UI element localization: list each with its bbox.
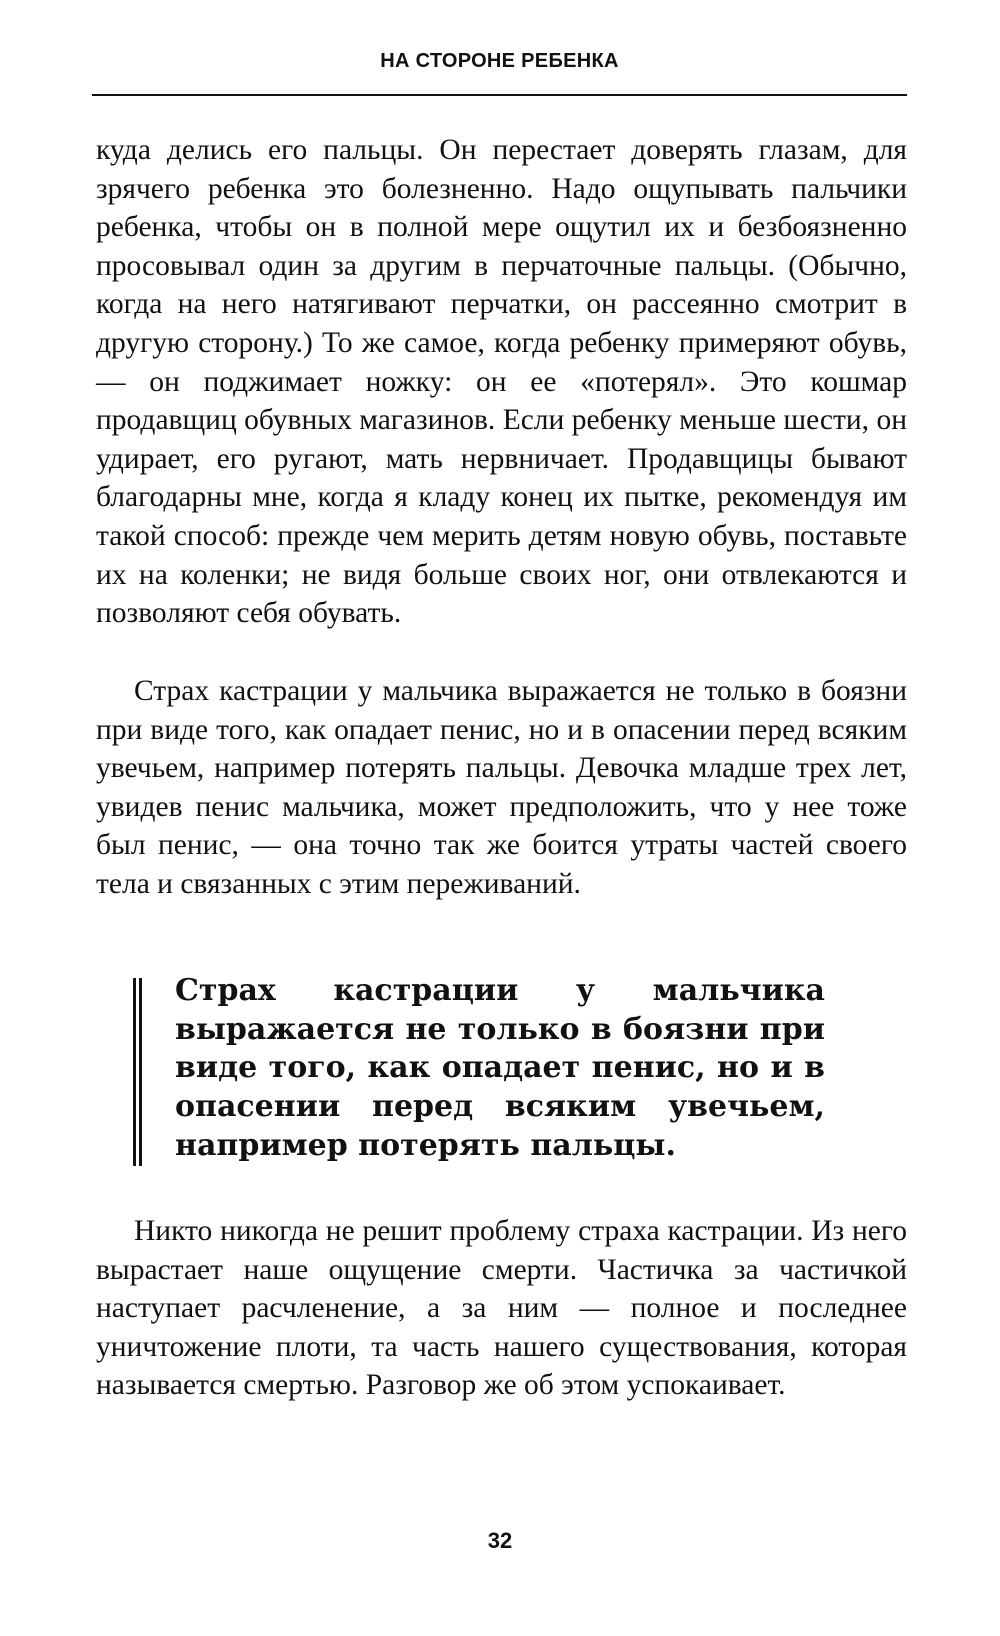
header-rule bbox=[92, 94, 907, 96]
text-block-death bbox=[96, 1212, 907, 1405]
text-block-castration-fear bbox=[96, 672, 907, 904]
paragraph-death: Никто никогда не решит проблему страха кастрации. Из него вырастает наше ощущение смерти. Частичка за частичкой наступает расчленение, а за ним — полное и последнее уничтожение плоти, та часть нашего существования, которая называется смертью. Разговор же об этом успокаивает. bbox=[96, 1215, 907, 1402]
pull-quote-text: Страх кастрации у мальчика выражается не только в боязни при виде того, как опадает пенис, но и в опасении перед всяким увечьем, например потерять пальцы. bbox=[175, 973, 825, 1163]
running-header: НА СТОРОНЕ РЕБЕНКА bbox=[380, 50, 619, 72]
pull-quote-bar bbox=[133, 978, 142, 1166]
paragraph-castration-fear: Страх кастрации у мальчика выражается не только в боязни при виде того, как опадает пенис, но и в опасении перед всяким увечьем, например потерять пальцы. Девочка младше трех лет, увидев пенис мальчика, может предположить, что у нее тоже был пенис, — она точно так же боится утраты частей своего тела и связанных с этим переживаний. bbox=[96, 675, 907, 900]
pull-quote bbox=[133, 973, 853, 1166]
page-number: 32 bbox=[487, 1528, 513, 1553]
text-block-continued bbox=[96, 131, 907, 633]
paragraph-continued: куда делись его пальцы. Он перестает доверять глазам, для зрячего ребенка это болезненно. Надо ощупывать пальчики ребенка, чтобы он в полной мере ощутил их и безбоязненно просовывал один за другим в перчаточные пальцы. (Обычно, когда на него натягивают перчатки, он рассеянно смотрит в другую сторону.) То же самое, когда ребенку примеряют обувь, — он поджимает ножку: он ее «потерял». Это кошмар продавщиц обувных магазинов. Если ребенку меньше шести, он удирает, его ругают, мать нервничает. Продавщицы бывают благодарны мне, когда я кладу конец их пытке, рекомендуя им такой способ: прежде чем мерить детям новую обувь, поставьте их на коленки; не видя больше своих ног, они отвлекаются и позволяют себя обувать. bbox=[96, 134, 907, 630]
